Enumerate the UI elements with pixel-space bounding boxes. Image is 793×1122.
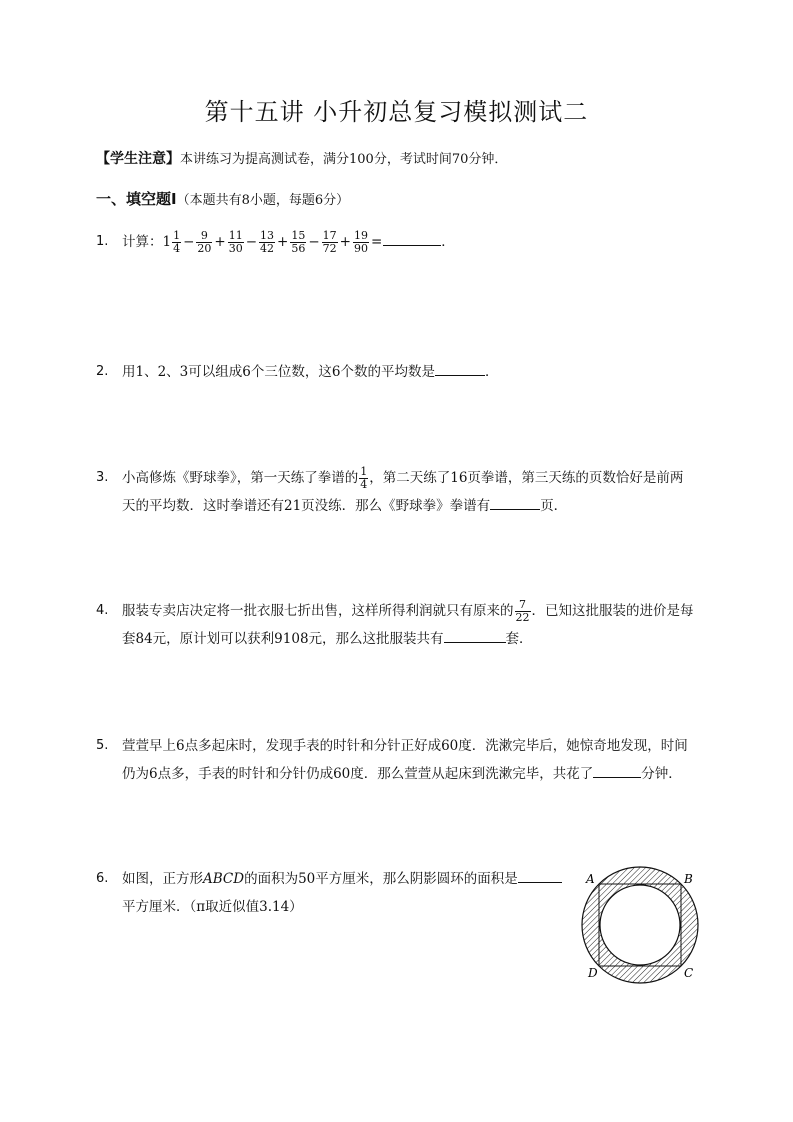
fraction: $\frac{7}{22}$	[515, 598, 530, 624]
question-number: 2.	[96, 364, 109, 379]
question-4	[96, 597, 720, 653]
fraction: $\frac{1}{4}$	[360, 465, 368, 491]
label-b: B	[684, 872, 693, 886]
label-a: A	[586, 872, 595, 886]
answer-blank[interactable]	[444, 628, 506, 643]
question-body	[122, 228, 720, 256]
fraction: $\frac{15}{56}$	[291, 229, 306, 255]
q3-text-3: 天的平均数．这时拳谱还有21页没练．那么《野球拳》拳谱有	[122, 498, 491, 514]
question-body	[122, 597, 720, 653]
q2-end: ．	[484, 364, 499, 380]
question-2	[96, 358, 720, 386]
answer-blank[interactable]	[593, 763, 641, 778]
question-body	[122, 464, 720, 520]
q4-text-2: ．已知这批服装的进价是每	[531, 603, 694, 619]
section-heading	[96, 188, 349, 209]
answer-blank[interactable]	[383, 231, 441, 246]
question-body	[122, 865, 576, 921]
section-note: （本题共有8小题，每题6分）	[176, 193, 350, 208]
page-title: 第十五讲 小升初总复习模拟测试二	[204, 98, 589, 126]
question-number: 1.	[96, 234, 109, 249]
equals-sign: =	[370, 234, 383, 250]
operator: −	[183, 234, 195, 250]
fraction: $\frac{19}{90}$	[353, 229, 368, 255]
fraction: $\frac{9}{20}$	[197, 229, 212, 255]
label-c: C	[684, 966, 694, 980]
q3-text-1: 小高修炼《野球拳》，第一天练了拳谱的	[122, 470, 359, 486]
question-number: 4.	[96, 603, 109, 618]
q1-end: ．	[441, 234, 455, 250]
q6-square-name: ABCD	[203, 871, 245, 887]
q4-text-3: 套84元，原计划可以获利9108元，那么这批服装共有	[122, 631, 444, 647]
q6-text-1c: 的面积为50平方厘米，那么阴影圆环的面积是	[244, 871, 518, 887]
ring-figure	[580, 865, 710, 989]
q4-end: 套．	[505, 631, 533, 647]
fraction: $\frac{11}{30}$	[228, 229, 243, 255]
question-body	[122, 732, 720, 788]
q6-text-1a: 如图，正方形	[122, 871, 203, 887]
operator: −	[308, 234, 320, 250]
q2-text: 用1、2、3可以组成6个三位数，这6个数的平均数是	[122, 364, 435, 380]
q5-text-2: 仍为6点多，手表的时针和分针仍成60度．那么萱萱从起床到洗漱完毕，共花了	[122, 766, 594, 782]
q6-text-2: 平方厘米．（π取近似值3.14）	[122, 899, 303, 915]
ring-figure-svg	[580, 865, 710, 985]
operator: −	[245, 234, 258, 250]
question-3	[96, 464, 720, 520]
answer-blank[interactable]	[435, 361, 485, 376]
section-label: 一、填空题Ⅰ	[96, 190, 177, 208]
fraction: $\frac{17}{72}$	[322, 229, 337, 255]
notice-label: 【学生注意】	[96, 151, 180, 167]
question-number: 6.	[96, 871, 109, 886]
q4-text-1: 服装专卖店决定将一批衣服七折出售，这样所得利润就只有原来的	[122, 603, 514, 619]
label-d: D	[588, 966, 598, 980]
question-6	[96, 865, 576, 921]
question-number: 5.	[96, 738, 109, 753]
q3-text-2: ，第二天练了16页拳谱，第三天练的页数恰好是前两	[369, 470, 684, 486]
student-notice	[96, 148, 507, 168]
question-body	[122, 358, 720, 386]
fraction: $\frac{13}{42}$	[260, 229, 275, 255]
inner-circle	[600, 885, 680, 965]
q5-text-1: 萱萱早上6点多起床时，发现手表的时针和分针正好成60度．洗漱完毕后，她惊奇地发现，时间	[122, 738, 688, 754]
answer-blank[interactable]	[490, 495, 540, 510]
q5-end: 分钟．	[641, 766, 682, 782]
operator: +	[214, 234, 226, 250]
answer-blank[interactable]	[518, 868, 562, 883]
notice-text: 本讲练习为提高测试卷，满分100分，考试时间70分钟．	[180, 152, 508, 167]
question-5	[96, 732, 720, 788]
q3-end: 页．	[540, 498, 568, 514]
question-1	[96, 228, 720, 256]
q1-prefix: 计算：1	[122, 234, 172, 250]
operator: +	[339, 234, 351, 250]
operator: +	[277, 234, 289, 250]
fraction: $\frac{1}{4}$	[173, 229, 181, 255]
question-number: 3.	[96, 470, 109, 485]
